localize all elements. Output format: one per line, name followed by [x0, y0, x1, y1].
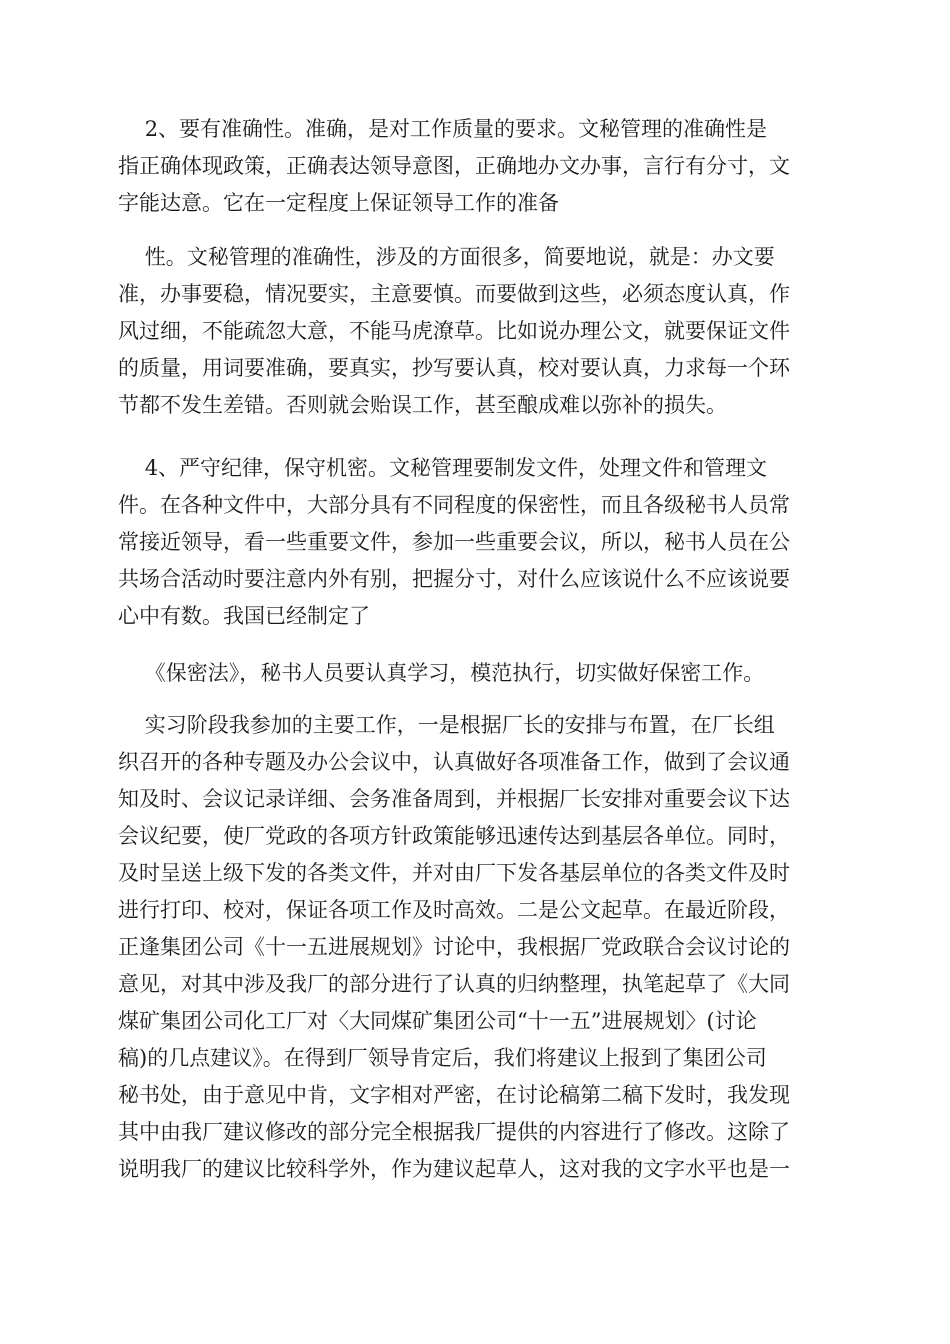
text-line: 件。在各种文件中，大部分具有不同程度的保密性，而且各级秘书人员常 — [118, 493, 790, 517]
paragraph-accuracy-continued — [118, 239, 832, 424]
text-line: 准，办事要稳，情况要实，主意要慎。而要做到这些，必须态度认真，作 — [118, 282, 790, 306]
paragraph-accuracy — [118, 111, 832, 222]
text-line: 正逢集团公司《十一五进展规划》讨论中，我根据厂党政联合会议讨论的 — [118, 935, 790, 959]
text-line: 《保密法》，秘书人员要认真学习，模范执行，切实做好保密工作。 — [118, 661, 765, 685]
text-line: 4、严守纪律，保守机密。文秘管理要制发文件，处理文件和管理文 — [118, 456, 768, 480]
text-line: 说明我厂的建议比较科学外，作为建议起草人，这对我的文字水平也是一 — [118, 1157, 790, 1181]
text-line: 常接近领导，看一些重要文件，参加一些重要会议，所以，秘书人员在公 — [118, 530, 790, 554]
text-line: 知及时、会议记录详细、会务准备周到，并根据厂长安排对重要会议下达 — [118, 787, 790, 811]
text-line: 节都不发生差错。否则就会贻误工作，甚至酿成难以弥补的损失。 — [118, 393, 727, 417]
text-line: 风过细，不能疏忽大意，不能马虎潦草。比如说办理公文，就要保证文件 — [118, 319, 790, 343]
text-line: 煤矿集团公司化工厂对〈大同煤矿集团公司“十一五”进展规划〉(讨论 — [118, 1009, 757, 1033]
text-line: 其中由我厂建议修改的部分完全根据我厂提供的内容进行了修改。这除了 — [118, 1120, 790, 1144]
paragraph-confidentiality — [118, 450, 832, 635]
text-line: 实习阶段我参加的主要工作，一是根据厂长的安排与布置，在厂长组 — [118, 713, 775, 737]
text-line: 字能达意。它在一定程度上保证领导工作的准备 — [118, 191, 559, 215]
text-line: 会议纪要，使厂党政的各项方针政策能够迅速传达到基层各单位。同时， — [118, 824, 790, 848]
text-line: 2、要有准确性。准确，是对工作质量的要求。文秘管理的准确性是 — [118, 117, 768, 141]
text-line: 秘书处，由于意见中肯，文字相对严密，在讨论稿第二稿下发时，我发现 — [118, 1083, 790, 1107]
text-line: 心中有数。我国已经制定了 — [118, 604, 370, 628]
paragraph-internship-work — [118, 707, 832, 1188]
text-line: 指正确体现政策，正确表达领导意图，正确地办文办事，言行有分寸，文 — [118, 154, 790, 178]
text-line: 进行打印、校对，保证各项工作及时高效。二是公文起草。在最近阶段， — [118, 898, 790, 922]
text-line: 意见，对其中涉及我厂的部分进行了认真的归纳整理，执笔起草了《大同 — [118, 972, 790, 996]
text-line: 及时呈送上级下发的各类文件，并对由厂下发各基层单位的各类文件及时 — [118, 861, 790, 885]
paragraph-secrecy-law — [118, 655, 832, 692]
text-line: 稿)的几点建议》。在得到厂领导肯定后，我们将建议上报到了集团公司 — [118, 1046, 767, 1070]
text-line: 织召开的各种专题及办公会议中，认真做好各项准备工作，做到了会议通 — [118, 750, 790, 774]
text-line: 的质量，用词要准确，要真实，抄写要认真，校对要认真，力求每一个环 — [118, 356, 790, 380]
text-line: 共场合活动时要注意内外有别，把握分寸，对什么应该说什么不应该说要 — [118, 567, 790, 591]
text-line: 性。文秘管理的准确性，涉及的方面很多，简要地说，就是：办文要 — [118, 245, 775, 269]
